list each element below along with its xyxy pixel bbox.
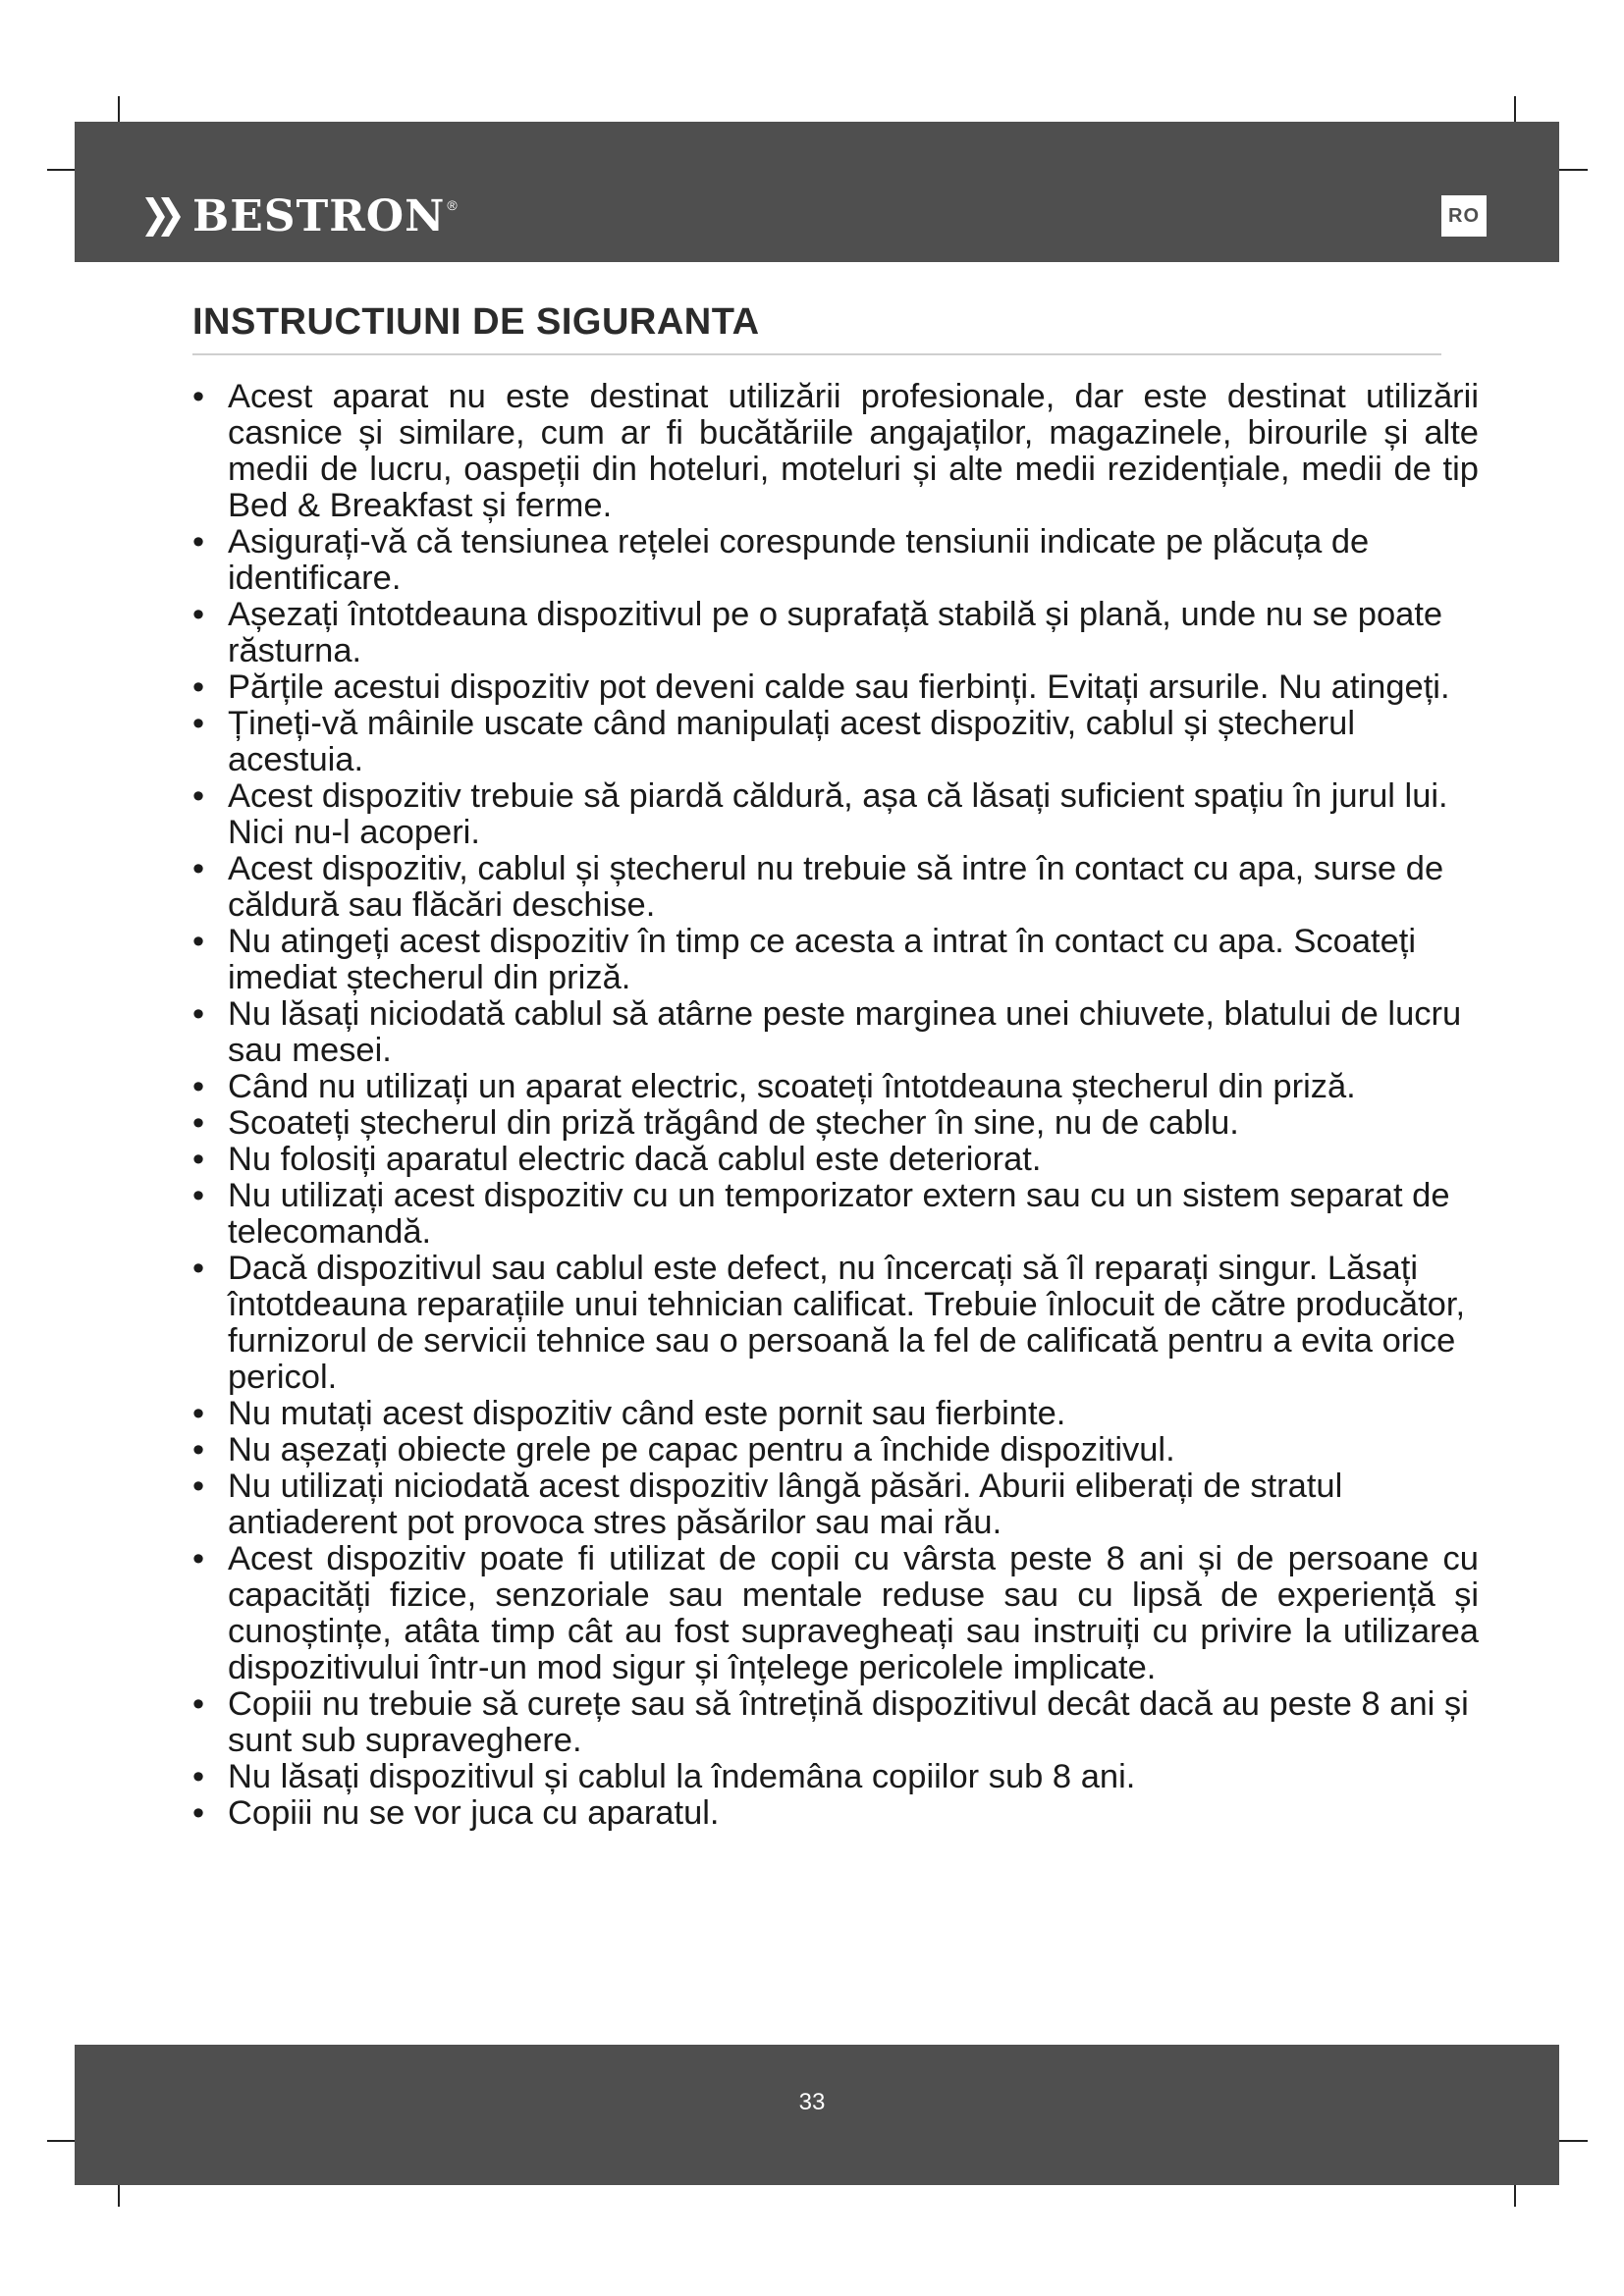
list-item: • Nu utilizați acest dispozitiv cu un temporizator extern sau cu un sistem separat de telecomandă.	[192, 1178, 1479, 1251]
safety-instructions-list	[192, 379, 1479, 1832]
brand-logo	[143, 193, 458, 240]
list-item: • Acest dispozitiv, cablul și ștecherul nu trebuie să intre în contact cu apa, surse de căldură sau flăcări deschise.	[192, 851, 1479, 924]
list-item: • Acest dispozitiv poate fi utilizat de copii cu vârsta peste 8 ani și de persoane cu capacități fizice, senzoriale sau mentale reduse sau cu lipsă de experiență și cunoștințe, atâta timp cât au fost supravegheați sau instruiți cu privire la utilizarea dispozitivului într-un mod sigur și înțelege pericolele implicate.	[192, 1541, 1479, 1686]
list-item: • Nu utilizați niciodată acest dispozitiv lângă păsări. Aburii eliberați de stratul antiaderent pot provoca stres păsărilor sau mai rău.	[192, 1468, 1479, 1541]
list-item: • Țineți-vă mâinile uscate când manipulați acest dispozitiv, cablul și ștecherul acestuia.	[192, 706, 1479, 778]
chevron-logo-icon	[143, 197, 187, 237]
list-item: • Nu mutați acest dispozitiv când este pornit sau fierbinte.	[192, 1396, 1479, 1432]
section-title: INSTRUCTIUNI DE SIGURANTA	[192, 301, 760, 343]
list-item: • Scoateți ștecherul din priză trăgând de ștecher în sine, nu de cablu.	[192, 1105, 1479, 1142]
brand-name: BESTRON	[192, 191, 446, 241]
list-item: • Asigurați-vă că tensiunea rețelei corespunde tensiunii indicate pe plăcuța de identificare.	[192, 524, 1479, 597]
list-item: • Acest dispozitiv trebuie să piardă căldură, așa că lăsați suficient spațiu în jurul lui. Nici nu-l acoperi.	[192, 778, 1479, 851]
title-divider	[192, 353, 1441, 355]
page-number: 33	[798, 2089, 826, 2115]
list-item: • Nu folosiți aparatul electric dacă cablul este deteriorat.	[192, 1142, 1479, 1178]
list-item: • Așezați întotdeauna dispozitivul pe o suprafață stabilă și plană, unde nu se poate răsturna.	[192, 597, 1479, 669]
list-item: • Nu așezați obiecte grele pe capac pentru a închide dispozitivul.	[192, 1432, 1479, 1468]
list-item: • Copiii nu trebuie să curețe sau să întrețină dispozitivul decât dacă au peste 8 ani și sunt sub supraveghere.	[192, 1686, 1479, 1759]
list-item: • Acest aparat nu este destinat utilizării profesionale, dar este destinat utilizării casnice și similare, cum ar fi bucătăriile angajaților, magazinele, birourile și alte medii de lucru, oaspeții din hoteluri, moteluri și alte medii rezidențiale, medii de tip Bed & Breakfast și ferme.	[192, 379, 1479, 524]
list-item: • Nu lăsați dispozitivul și cablul la îndemâna copiilor sub 8 ani.	[192, 1759, 1479, 1795]
list-item: • Părțile acestui dispozitiv pot deveni calde sau fierbinți. Evitați arsurile. Nu atingeți.	[192, 669, 1479, 706]
list-item: • Nu atingeți acest dispozitiv în timp ce acesta a intrat în contact cu apa. Scoateți imediat ștecherul din priză.	[192, 924, 1479, 996]
language-badge: RO	[1441, 195, 1487, 237]
list-item: • Copiii nu se vor juca cu aparatul.	[192, 1795, 1479, 1832]
registered-mark: ®	[447, 197, 458, 213]
list-item: • Dacă dispozitivul sau cablul este defect, nu încercați să îl reparați singur. Lăsați întotdeauna reparațiile unui tehnician calificat. Trebuie înlocuit de către producător, furnizorul de servicii tehnice sau o persoană la fel de calificată pentru a evita orice pericol.	[192, 1251, 1479, 1396]
list-item: • Când nu utilizați un aparat electric, scoateți întotdeauna ștecherul din priză.	[192, 1069, 1479, 1105]
list-item: • Nu lăsați niciodată cablul să atârne peste marginea unei chiuvete, blatului de lucru sau mesei.	[192, 996, 1479, 1069]
